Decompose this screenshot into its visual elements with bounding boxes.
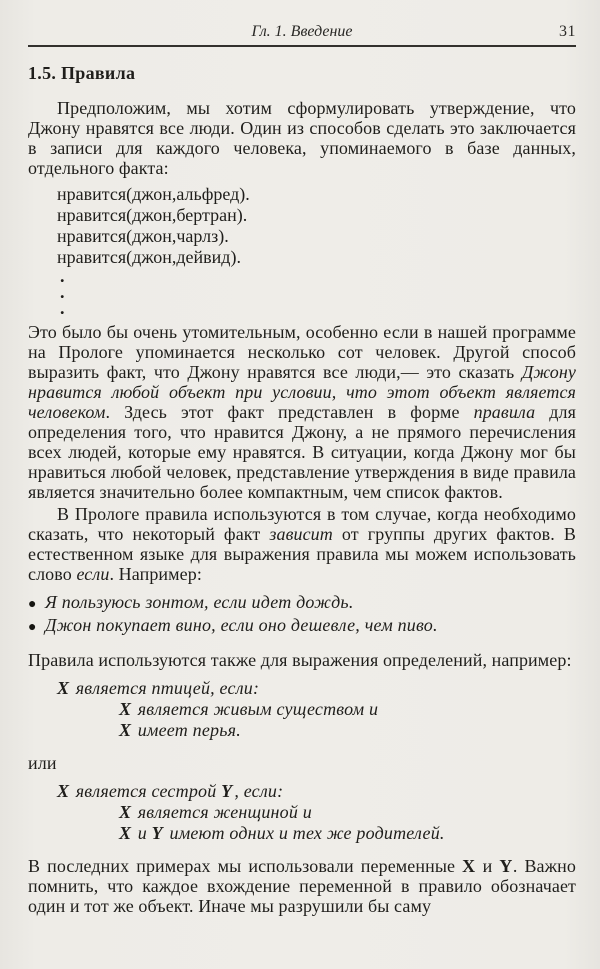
text-run: Это было бы очень утомительным, особенно если в нашей программе на Прологе упоминается несколько сот человек. Другой способ выразить факт, что Джону нравятся все люди,— это сказать [28, 322, 576, 382]
text-run: от группы других фактов. В естественном языке для выражения правила мы можем использовать слово [28, 524, 576, 584]
text-run: для определения того, что нравится Джону, а не прямого перечисления всех людей, которые ему нравятся. В ситуации, когда Джону мог бы нравиться любой человек, представление утверждения в виде правила является значительно более компактным, чем список фактов. [28, 402, 576, 502]
rule-condition [119, 802, 576, 823]
variable-y: Y [499, 856, 513, 876]
text-run: Правила используются также для выражения определений, например: [28, 650, 572, 670]
rule-example-bird [57, 678, 576, 741]
running-head [28, 22, 576, 42]
text-run: В Прологе правила используются в том случае, когда необходимо сказать, что некоторый факт [28, 504, 576, 544]
variable-x: X [119, 802, 132, 822]
rule-text: имеют одних и тех же родителей. [164, 823, 445, 843]
header-rule [28, 45, 576, 47]
rule-head [57, 678, 576, 699]
bullet-icon: ● [28, 597, 37, 612]
ellipsis-dot: . [60, 282, 65, 302]
fact-line: нравится(джон,чарлз). [57, 226, 229, 246]
list-item [28, 592, 576, 615]
variable-x: X [57, 781, 70, 801]
text-run: и [475, 856, 500, 876]
page-header [28, 22, 576, 47]
bullet-icon: ● [28, 620, 37, 635]
rule-condition [119, 823, 576, 844]
paragraph-rules-usage [28, 504, 576, 584]
bullet-item-text: Джон покупает вино, если оно дешевле, чем пиво. [45, 615, 438, 635]
rule-condition [119, 699, 576, 720]
rule-head [57, 781, 576, 802]
text-run: . Например: [109, 564, 202, 584]
example-bullet-list [28, 592, 576, 638]
ellipsis-dot: . [60, 266, 65, 286]
running-title: Гл. 1. Введение [251, 23, 353, 40]
variable-y: Y [151, 823, 163, 843]
fact-line: нравится(джон,бертран). [57, 205, 248, 225]
italic-run: правила [473, 402, 536, 422]
text-run: В последних примерах мы использовали переменные [28, 856, 463, 876]
rule-text: является сестрой [75, 781, 222, 801]
page-number: 31 [559, 23, 576, 40]
list-item [28, 615, 576, 638]
variable-x: X [119, 823, 132, 843]
variable-x: X [57, 678, 70, 698]
variable-x: X [119, 720, 132, 740]
italic-run: Джону нравится любой объект при условии, что этот объект является человеком [28, 362, 576, 422]
paragraph-intro [28, 98, 576, 178]
paragraph-tedious [28, 322, 576, 502]
italic-run: зависит [269, 524, 333, 544]
ellipsis-dot: . [60, 298, 65, 318]
rule-text: является женщиной и [137, 802, 312, 822]
rule-text: является живым существом и [137, 699, 379, 719]
rule-text: является птицей, если: [75, 678, 260, 698]
or-word: или [28, 753, 57, 773]
variable-x: X [462, 856, 476, 876]
variable-y: Y [221, 781, 233, 801]
text-run: . Здесь этот факт представлен в форме [105, 402, 474, 422]
rule-condition [119, 720, 576, 741]
fact-line: нравится(джон,альфред). [57, 184, 250, 204]
rule-text: имеет перья. [137, 720, 241, 740]
rule-text: и [137, 823, 152, 843]
section-title: 1.5. Правила [28, 63, 136, 83]
rule-text: , если: [234, 781, 284, 801]
text-run: Предположим, мы хотим сформулировать утверждение, что Джону нравятся все люди. Один из способов сделать это заключается в записи для каждого человека, упоминаемого в базе данных, отдельного факта: [28, 98, 576, 178]
facts-code-block [57, 184, 576, 316]
fact-line: нравится(джон,дейвид). [57, 247, 241, 267]
paragraph-definitions [28, 650, 576, 670]
text-run: . Важно помнить, что каждое вхождение переменной в правило обозначает один и тот же объект. Иначе мы разрушили бы саму [28, 856, 577, 916]
paragraph-closing [28, 856, 576, 916]
variable-x: X [119, 699, 132, 719]
rule-example-sister [57, 781, 576, 844]
italic-run: если [76, 564, 110, 584]
bullet-item-text: Я пользуюсь зонтом, если идет дождь. [45, 592, 354, 612]
